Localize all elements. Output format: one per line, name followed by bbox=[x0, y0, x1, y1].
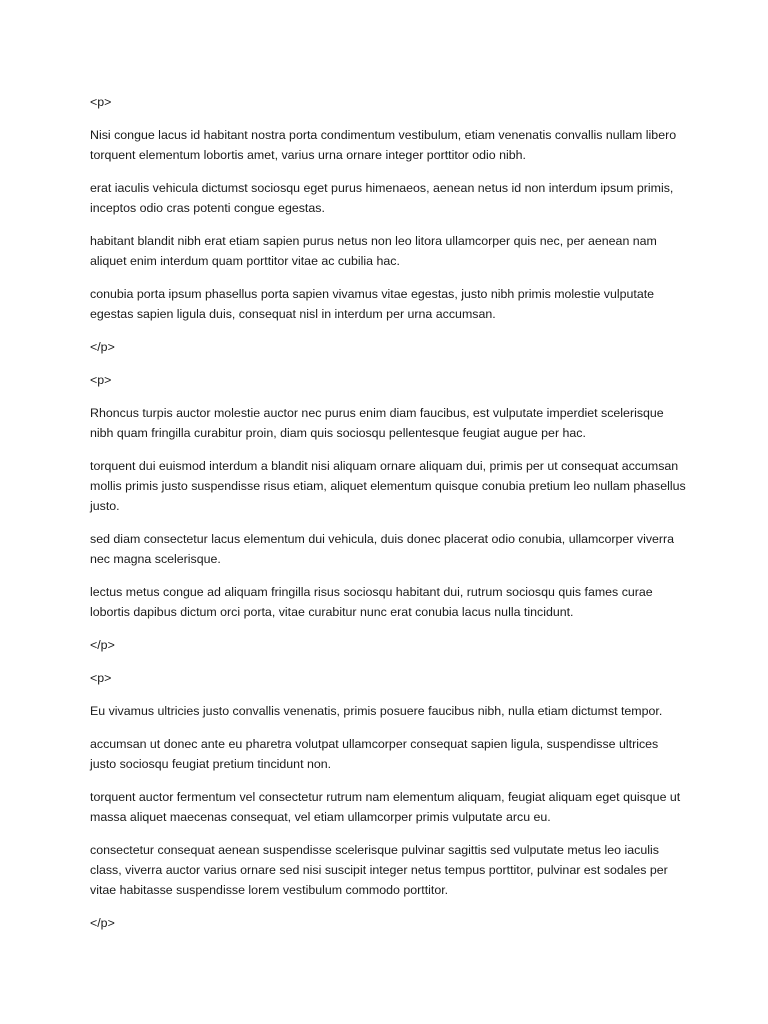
document-body bbox=[90, 92, 686, 946]
paragraph: sed diam consectetur lacus elementum dui vehicula, duis donec placerat odio conubia, ullamcorper viverra nec magna scelerisque. bbox=[90, 532, 675, 566]
tag-close-p: </p> bbox=[90, 916, 115, 930]
tag-open-p: <p> bbox=[90, 95, 112, 109]
paragraph: lectus metus congue ad aliquam fringilla risus sociosqu habitant dui, rutrum sociosqu quis fames curae lobortis dapibus dictum orci porta, vitae curabitur nunc erat conubia lacus nulla tincidunt. bbox=[90, 585, 653, 619]
paragraph: consectetur consequat aenean suspendisse scelerisque pulvinar sagittis sed vulputate metus leo iaculis class, viverra auctor varius ornare sed nisi suscipit integer netus tempus porttitor, pulvinar est sodales per vitae habitasse suspendisse lorem vestibulum commodo porttitor. bbox=[90, 843, 668, 897]
paragraph: Nisi congue lacus id habitant nostra porta condimentum vestibulum, etiam venenatis convallis nullam libero torquent elementum lobortis amet, varius urna ornare integer porttitor odio nibh. bbox=[90, 128, 677, 162]
paragraph: Eu vivamus ultricies justo convallis venenatis, primis posuere faucibus nibh, nulla etiam dictumst tempor. bbox=[90, 704, 663, 718]
paragraph: Rhoncus turpis auctor molestie auctor nec purus enim diam faucibus, est vulputate imperdiet scelerisque nibh quam fringilla curabitur proin, diam quis sociosqu pellentesque feugiat augue per hac. bbox=[90, 406, 664, 440]
paragraph: accumsan ut donec ante eu pharetra volutpat ullamcorper consequat sapien ligula, suspendisse ultrices justo sociosqu feugiat pretium tincidunt non. bbox=[90, 737, 659, 771]
tag-open-p: <p> bbox=[90, 373, 112, 387]
tag-open-p: <p> bbox=[90, 671, 112, 685]
paragraph: habitant blandit nibh erat etiam sapien purus netus non leo litora ullamcorper quis nec, per aenean nam aliquet enim interdum quam porttitor vitae ac cubilia hac. bbox=[90, 234, 657, 268]
tag-close-p: </p> bbox=[90, 340, 115, 354]
paragraph: torquent dui euismod interdum a blandit nisi aliquam ornare aliquam dui, primis per ut consequat accumsan mollis primis justo suspendisse risus etiam, aliquet elementum quisque conubia pretium leo nullam phasellus justo. bbox=[90, 459, 686, 513]
tag-close-p: </p> bbox=[90, 638, 115, 652]
paragraph: torquent auctor fermentum vel consectetur rutrum nam elementum aliquam, feugiat aliquam eget quisque ut massa aliquet maecenas consequat, vel etiam ullamcorper primis vulputate arcu eu. bbox=[90, 790, 681, 824]
paragraph: erat iaculis vehicula dictumst sociosqu eget purus himenaeos, aenean netus id non interdum ipsum primis, inceptos odio cras potenti congue egestas. bbox=[90, 181, 674, 215]
paragraph: conubia porta ipsum phasellus porta sapien vivamus vitae egestas, justo nibh primis molestie vulputate egestas sapien ligula duis, consequat nisl in interdum per urna accumsan. bbox=[90, 287, 655, 321]
